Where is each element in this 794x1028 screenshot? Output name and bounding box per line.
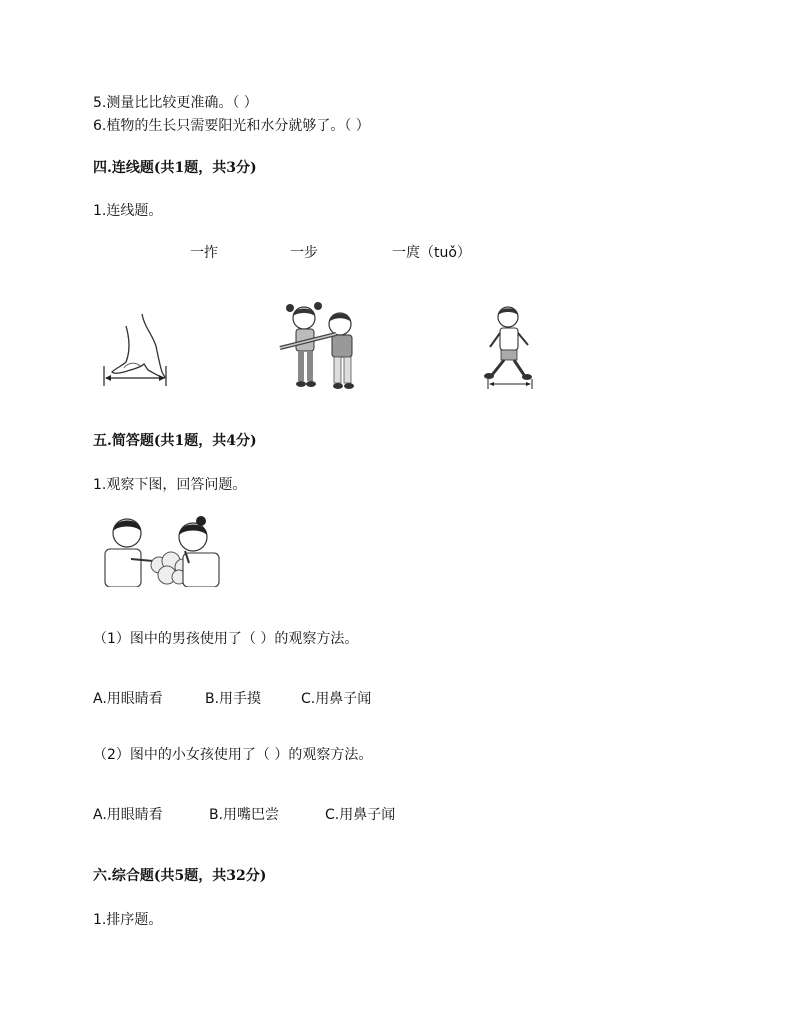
- sub1-option-c[interactable]: C.用鼻子闻: [301, 691, 372, 707]
- sub2-option-c[interactable]: C.用鼻子闻: [325, 807, 396, 823]
- matching-word-1[interactable]: 一拃: [190, 245, 218, 261]
- sub-question-2: （2）图中的小女孩使用了（ ）的观察方法。: [93, 747, 373, 763]
- hand-span-figure[interactable]: [100, 312, 172, 392]
- question-6: 6.植物的生长只需要阳光和水分就够了。（ ）: [93, 118, 370, 134]
- matching-word-3[interactable]: 一庹（tuǒ）: [392, 245, 471, 261]
- sub-question-1: （1）图中的男孩使用了（ ）的观察方法。: [93, 631, 359, 647]
- section-5-heading: 五.简答题(共1题，共4分): [93, 433, 257, 449]
- sub1-option-a[interactable]: A.用眼睛看: [93, 691, 163, 707]
- section-4-heading: 四.连线题(共1题，共3分): [93, 160, 257, 176]
- sub1-option-b[interactable]: B.用手摸: [205, 691, 262, 707]
- section-4-question-1: 1.连线题。: [93, 203, 163, 219]
- sub2-option-b[interactable]: B.用嘴巴尝: [209, 807, 280, 823]
- matching-word-2[interactable]: 一步: [290, 245, 318, 261]
- arm-span-figure[interactable]: [278, 298, 368, 390]
- section-6-heading: 六.综合题(共5题，共32分): [93, 868, 267, 884]
- question-5: 5.测量比比较更准确。（ ）: [93, 95, 258, 111]
- section-6-question-1: 1.排序题。: [93, 912, 163, 928]
- sub2-option-a[interactable]: A.用眼睛看: [93, 807, 163, 823]
- section-5-question-1: 1.观察下图，回答问题。: [93, 477, 247, 493]
- observing-children-figure: [101, 515, 225, 587]
- pace-figure[interactable]: [480, 303, 538, 391]
